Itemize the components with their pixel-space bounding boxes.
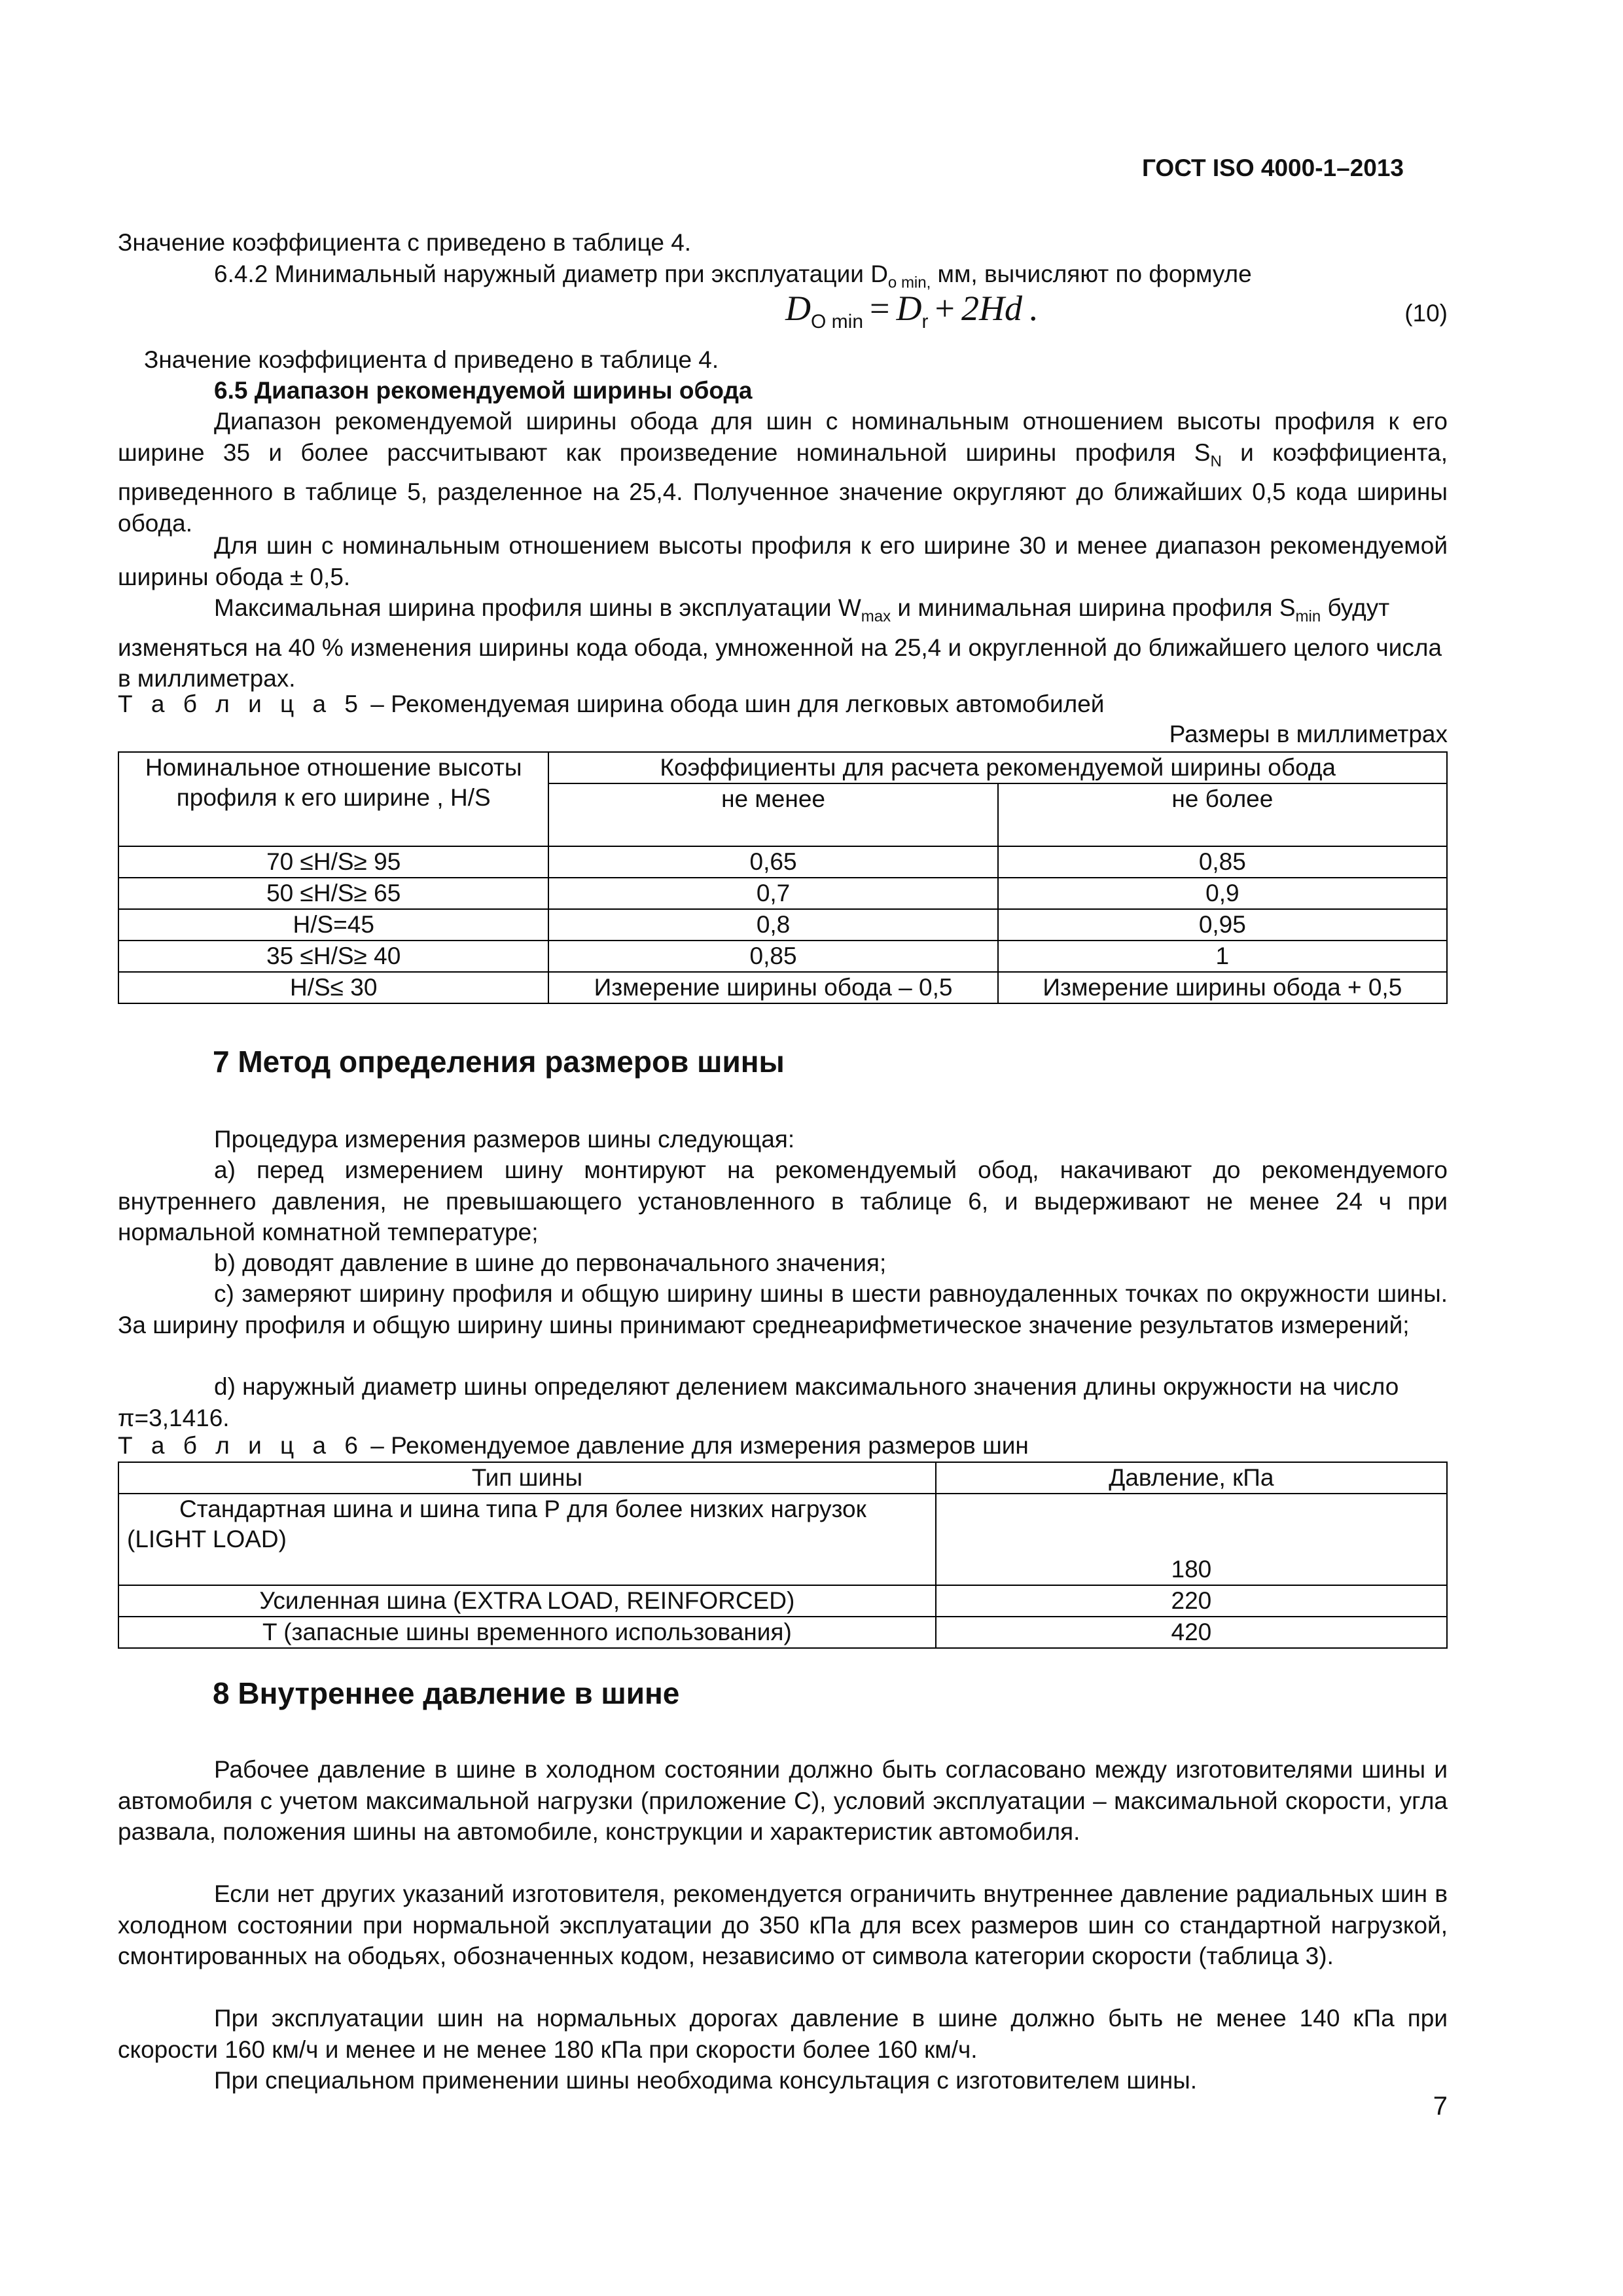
list-item-b: b) доводят давление в шине до первоначального значения;	[214, 1249, 887, 1276]
table-5-header-max: не более	[998, 783, 1447, 846]
equation-number: (10)	[1404, 300, 1448, 327]
section-8-heading: 8 Внутреннее давление в шине	[213, 1676, 680, 1710]
table-row	[118, 1494, 1447, 1585]
table-cell: 0,85	[548, 941, 997, 972]
table-5-header-coefficients: Коэффициенты для расчета рекомендуемой ширины обода	[548, 752, 1447, 783]
list-item-c: c) замеряют ширину профиля и общую ширину шины в шести равноудаленных точках по окружности шины. За ширину профиля и общую ширину шины принимают среднеарифметическое значение результатов измерений;	[118, 1280, 1448, 1338]
table-cell: 180	[936, 1494, 1447, 1585]
table-row	[118, 1585, 1447, 1617]
table-6	[118, 1462, 1448, 1649]
section-6-5-heading: 6.5 Диапазон рекомендуемой ширины обода	[214, 377, 753, 404]
table-cell: H/S≤ 30	[118, 972, 548, 1003]
table-cell: Измерение ширины обода – 0,5	[548, 972, 997, 1003]
table-cell: 0,65	[548, 846, 997, 878]
paragraph-coef-c: Значение коэффициента c приведено в таблице 4.	[118, 229, 692, 256]
table-cell: T (запасные шины временного использования)	[118, 1617, 936, 1648]
table-cell: 0,95	[998, 909, 1447, 941]
table-5-header-min: не менее	[548, 783, 997, 846]
paragraph-working-pressure: Рабочее давление в шине в холодном состоянии должно быть согласовано между изготовителями шины и автомобиля с учетом максимальной нагрузки (приложение С), условий эксплуатации – максимальной скорости, угла развала, положения шины на автомобиле, конструкции и характеристик автомобиля.	[118, 1756, 1448, 1845]
paragraph-rim-width-30: Для шин с номинальным отношением высоты профиля к его ширине 30 и менее диапазон рекомендуемой ширины обода ± 0,5.	[118, 532, 1448, 590]
page-number: 7	[1433, 2092, 1448, 2121]
table-cell: 1	[998, 941, 1447, 972]
table-6-header-type: Тип шины	[118, 1462, 936, 1494]
paragraph-procedure: Процедура измерения размеров шины следующая:	[214, 1126, 795, 1153]
paragraph-pressure-limit: Если нет других указаний изготовителя, рекомендуется ограничить внутреннее давление радиальных шин в холодном состоянии при нормальной эксплуатации до 350 кПа для всех размеров шин со стандартной нагрузкой, смонтированных на ободьях, обозначенных кодом, независимо от символа категории скорости (таблица 3).	[118, 1880, 1448, 1969]
table-cell: 70 ≤H/S≥ 95	[118, 846, 548, 878]
paragraph-rim-width-range: Диапазон рекомендуемой ширины обода для шин с номинальным отношением высоты профиля к его ширине 35 и более рассчитывают как произведение номинальной ширины профиля $S_N$ и коэффициента, приведенного в таблице 5, разделенное на 25,4. Полученное значение округляют до ближайших 0,5 кода ширины обода.	[118, 408, 1448, 537]
table-5-header-ratio: Номинальное отношение высоты профиля к его ширине , H/S	[118, 752, 548, 846]
table-cell: 220	[936, 1585, 1447, 1617]
table-cell: Стандартная шина и шина типа Р для более низких нагрузок (LIGHT LOAD)	[118, 1494, 936, 1585]
document-header: ГОСТ ISO 4000-1–2013	[1141, 154, 1404, 181]
table-row	[118, 909, 1447, 941]
table-row	[118, 941, 1447, 972]
paragraph-coef-d: Значение коэффициента d приведено в таблице 4.	[144, 346, 719, 373]
table-cell: 0,85	[998, 846, 1447, 878]
list-item-a: а) перед измерением шину монтируют на рекомендуемый обод, накачивают до рекомендуемого внутреннего давления, не превышающего установленного в таблице 6, и выдерживают не менее 24 ч при нормальной комнатной температуре;	[118, 1157, 1448, 1246]
paragraph-6-4-2: 6.4.2 Минимальный наружный диаметр при эксплуатации $D_{о min,}$ мм, вычисляют по формуле	[214, 260, 1252, 292]
table-cell: Измерение ширины обода + 0,5	[998, 972, 1447, 1003]
section-7-heading: 7 Метод определения размеров шины	[213, 1045, 785, 1079]
table-cell: H/S=45	[118, 909, 548, 941]
formula-10: $D_{O min} = D_r + 2Hd$ .	[785, 289, 1038, 332]
table-row	[118, 846, 1447, 878]
table-row	[118, 878, 1447, 909]
table-5	[118, 751, 1448, 1004]
table-5-caption: Т а б л и ц а 5 – Рекомендуемая ширина обода шин для легковых автомобилей	[118, 691, 1105, 717]
table-cell: 35 ≤H/S≥ 40	[118, 941, 548, 972]
table-5-units: Размеры в миллиметрах	[1169, 721, 1448, 747]
list-item-d: d) наружный диаметр шины определяют делением максимального значения длины окружности на число π=3,1416.	[118, 1373, 1399, 1431]
paragraph-max-width: Максимальная ширина профиля шины в эксплуатации $W_{max}$ и минимальная ширина профиля $S_{min}$ будут изменяться на 40 % изменения ширины кода обода, умноженной на 25,4 и округленной до ближайшего целого числа в миллиметрах.	[118, 594, 1442, 692]
table-cell: 420	[936, 1617, 1447, 1648]
table-6-header-pressure: Давление, кПа	[936, 1462, 1447, 1494]
paragraph-special-use: При специальном применении шины необходима консультация с изготовителем шины.	[214, 2067, 1198, 2094]
table-cell: 0,7	[548, 878, 997, 909]
table-cell: Усиленная шина (EXTRA LOAD, REINFORCED)	[118, 1585, 936, 1617]
table-cell: 50 ≤H/S≥ 65	[118, 878, 548, 909]
table-row	[118, 1617, 1447, 1648]
table-6-caption: Т а б л и ц а 6 – Рекомендуемое давление для измерения размеров шин	[118, 1432, 1029, 1459]
table-row	[118, 972, 1447, 1003]
table-cell: 0,9	[998, 878, 1447, 909]
paragraph-road-pressure: При эксплуатации шин на нормальных дорогах давление в шине должно быть не менее 140 кПа при скорости 160 км/ч и менее и не менее 180 кПа при скорости более 160 км/ч.	[118, 2005, 1448, 2063]
table-cell: 0,8	[548, 909, 997, 941]
